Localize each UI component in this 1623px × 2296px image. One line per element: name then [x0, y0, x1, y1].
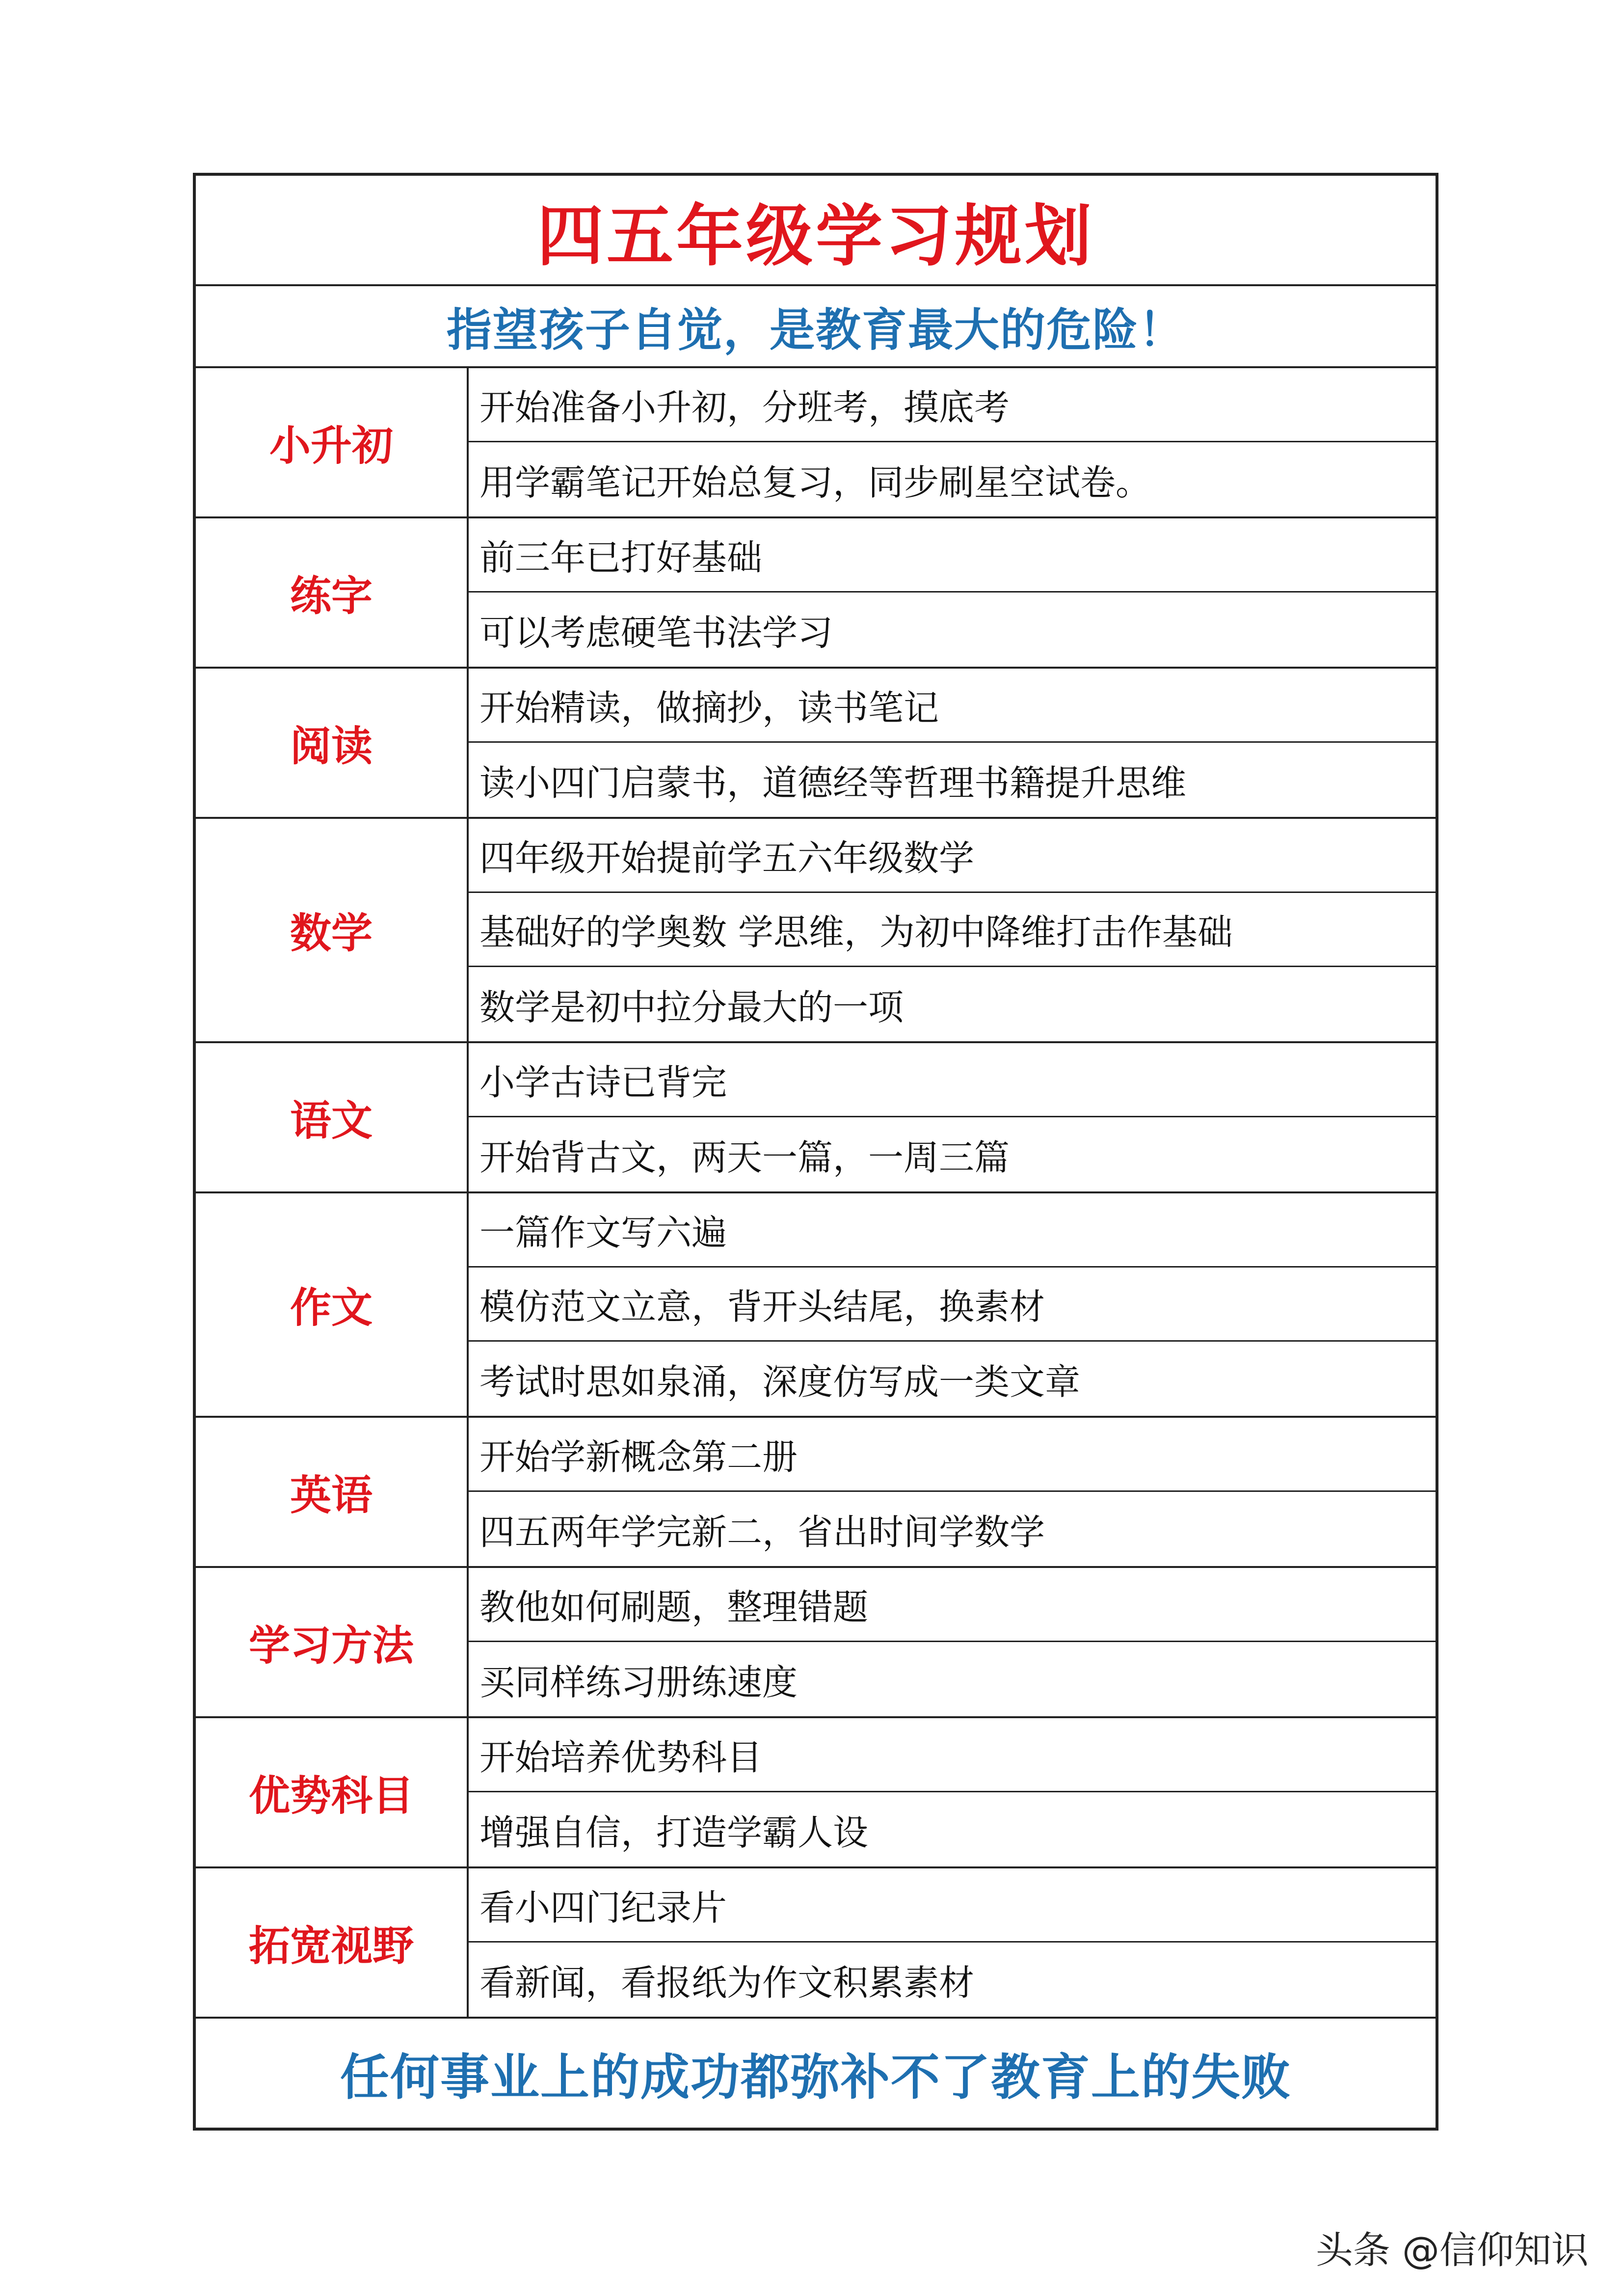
list-item: 读小四门启蒙书，道德经等哲理书籍提升思维: [479, 762, 1187, 804]
footer-slogan: 任何事业上的成功都弥补不了教育上的失败: [340, 2048, 1291, 2106]
section-xiaoshengchu: [196, 368, 1436, 518]
section-yingyu: [196, 1418, 1436, 1568]
list-item: 开始培养优势科目: [469, 1718, 1436, 1792]
item-list: [469, 669, 1436, 817]
category-label: 练字: [196, 518, 469, 667]
list-item: 考试时思如泉涌，深度仿写成一类文章: [479, 1361, 1081, 1403]
subtitle: 指望孩子自觉，是教育最大的危险！: [196, 286, 1436, 368]
list-item: 开始准备小升初，分班考，摸底考: [469, 368, 1436, 442]
list-item: 小学古诗已背完: [469, 1043, 1436, 1117]
list-item: 四五两年学完新二，省出时间学数学: [479, 1511, 1045, 1553]
item-list: [469, 1418, 1436, 1566]
list-item: 基础好的学奥数 学思维，为初中降维打击作基础: [469, 893, 1436, 967]
category-label: 语文: [196, 1043, 469, 1191]
item-list: [469, 368, 1436, 516]
section-youshikemu: [196, 1718, 1436, 1868]
list-item: 买同样练习册练速度: [479, 1661, 798, 1703]
list-item: 看小四门纪录片: [469, 1868, 1436, 1943]
category-label: 作文: [196, 1193, 469, 1416]
category-label: 学习方法: [196, 1568, 469, 1716]
list-item: 开始学新概念第二册: [469, 1418, 1436, 1492]
list-item: 一篇作文写六遍: [469, 1193, 1436, 1268]
section-shuxue: [196, 819, 1436, 1043]
item-list: [469, 1718, 1436, 1866]
list-item: 用学霸笔记开始总复习，同步刷星空试卷。: [479, 461, 1151, 503]
section-xuexifangfa: [196, 1568, 1436, 1718]
category-label: 小升初: [196, 368, 469, 516]
list-item: 开始精读，做摘抄，读书笔记: [469, 669, 1436, 743]
item-list: [469, 819, 1436, 1041]
category-label: 优势科目: [196, 1718, 469, 1866]
item-list: [469, 1193, 1436, 1416]
item-list: [469, 1568, 1436, 1716]
category-label: 数学: [196, 819, 469, 1041]
category-label: 英语: [196, 1418, 469, 1566]
list-item: 增强自信，打造学霸人设: [479, 1811, 869, 1853]
item-list: [469, 518, 1436, 667]
list-item: 前三年已打好基础: [469, 518, 1436, 593]
page-title: 四五年级学习规划: [196, 176, 1436, 286]
list-item: 数学是初中拉分最大的一项: [479, 986, 904, 1028]
list-item: 教他如何刷题，整理错题: [469, 1568, 1436, 1642]
item-list: [469, 1868, 1436, 2017]
study-plan-table: [193, 173, 1438, 2131]
section-tuokuanshiye: [196, 1868, 1436, 2019]
list-item: 可以考虑硬笔书法学习: [479, 612, 833, 653]
category-label: 阅读: [196, 669, 469, 817]
item-list: [469, 1043, 1436, 1191]
list-item: 看新闻，看报纸为作文积累素材: [479, 1962, 975, 2003]
section-zuowen: [196, 1193, 1436, 1418]
list-item: 四年级开始提前学五六年级数学: [469, 819, 1436, 893]
list-item: 开始背古文，两天一篇，一周三篇: [479, 1136, 1010, 1178]
section-lianzi: [196, 518, 1436, 669]
sections-container: [196, 368, 1436, 2019]
list-item: 模仿范文立意，背开头结尾，换素材: [469, 1268, 1436, 1342]
watermark: 头条 @信仰知识: [1315, 2228, 1589, 2272]
section-yuwen: [196, 1043, 1436, 1193]
category-label: 拓宽视野: [196, 1868, 469, 2017]
section-yuedu: [196, 669, 1436, 819]
